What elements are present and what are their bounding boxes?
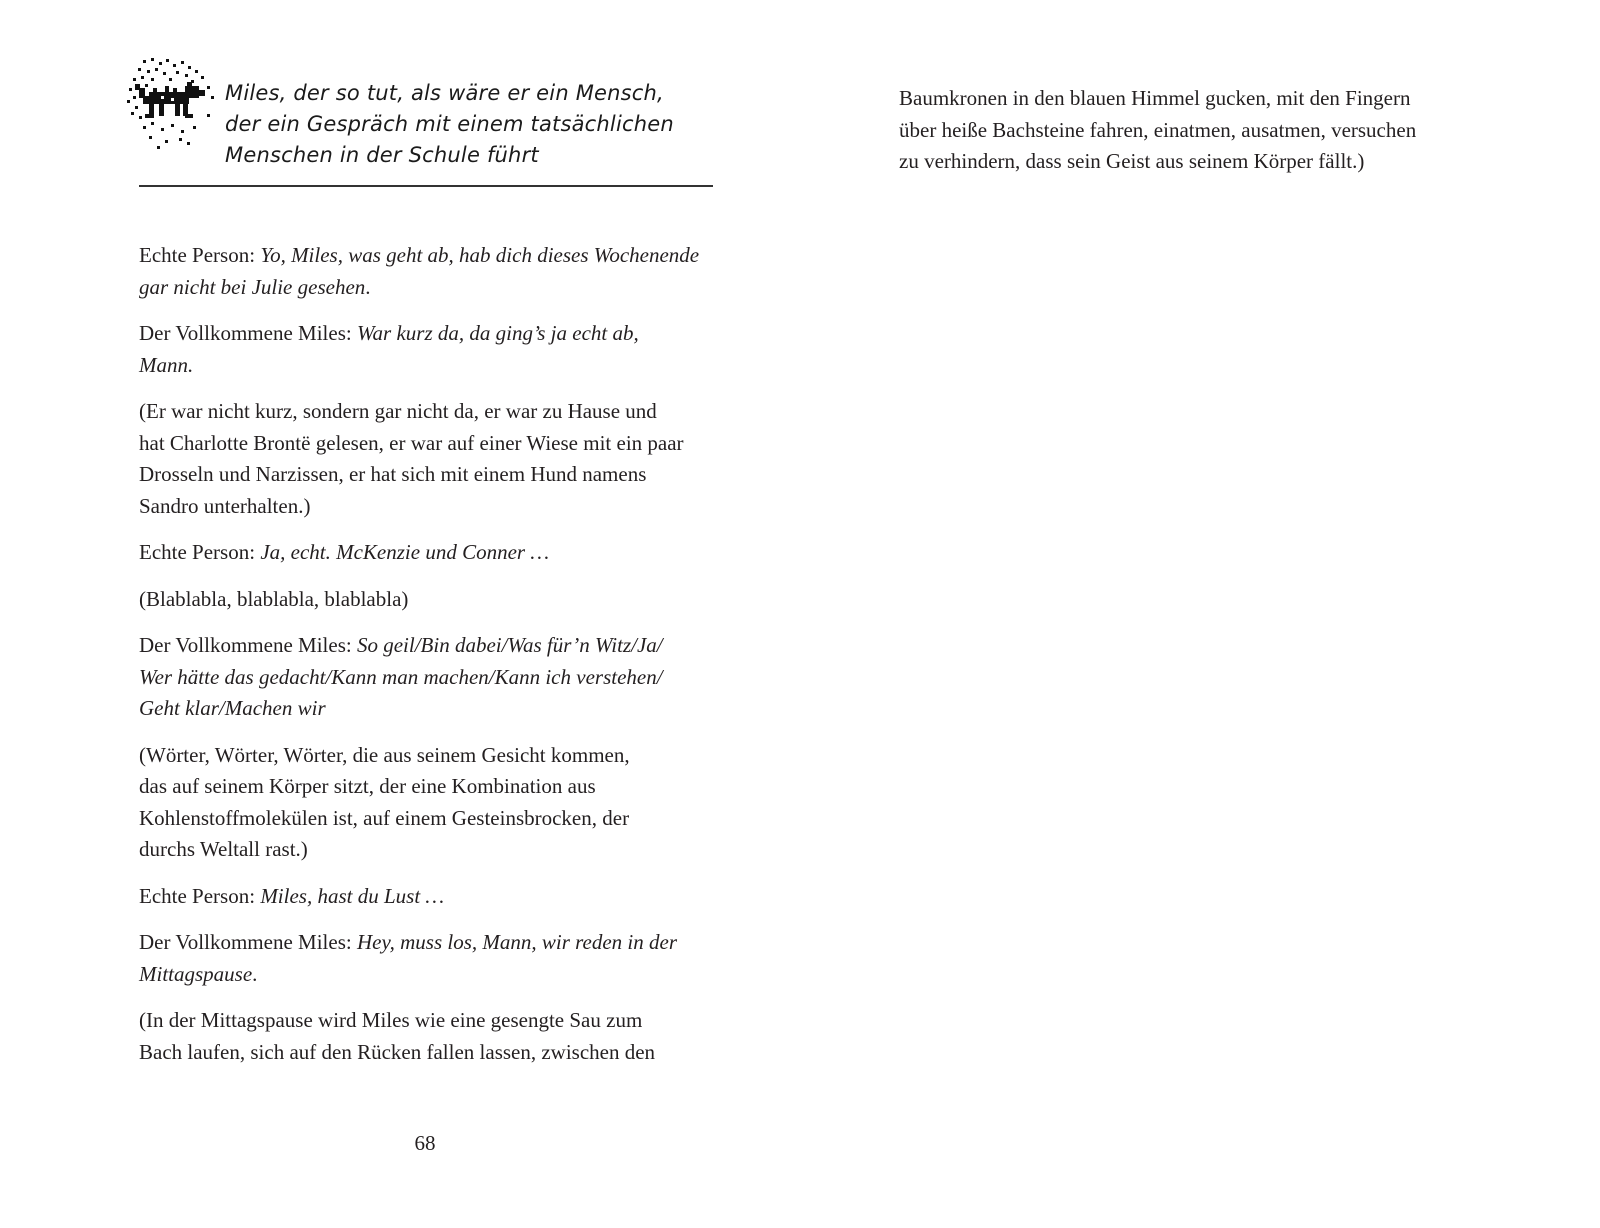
dialogue-paragraph: [139, 630, 719, 725]
dialogue-paragraph: [139, 927, 719, 990]
right-page: [800, 0, 1600, 1228]
narration-line: Baumkronen in den blauen Himmel gucken, mit den Fingern: [899, 86, 1411, 110]
spoken-text: Geht klar/Machen wir: [139, 696, 326, 720]
narration-line: Bach laufen, sich auf den Rücken fallen lassen, zwischen den: [139, 1039, 656, 1064]
header-line: Miles, der so tut, als wäre er ein Mensch,: [225, 81, 664, 105]
header-divider: [139, 185, 713, 187]
dialogue-body: [139, 240, 719, 1083]
spoken-text: Hey, muss los, Mann, wir reden in der: [356, 930, 678, 954]
spoken-text: Miles, hast du Lust …: [260, 883, 445, 908]
narration-line: (Blablabla, blablabla, blablabla): [139, 586, 409, 611]
chapter-header: [139, 56, 713, 188]
speaker-label: Echte Person:: [139, 883, 261, 908]
narration-line: Drosseln und Narzissen, er hat sich mit einem Hund namens: [139, 462, 647, 486]
narration-paragraph: [139, 584, 719, 616]
punctuation: .: [365, 274, 371, 299]
narration-paragraph: [139, 1005, 719, 1068]
chapter-header-text: [225, 78, 725, 171]
narration-line: Sandro unterhalten.): [139, 493, 311, 518]
narration-line: Kohlenstoffmolekülen ist, auf einem Gesteinsbrocken, der: [139, 805, 630, 830]
narration-line: (In der Mittagspause wird Miles wie eine gesengte Sau zum: [139, 1008, 643, 1032]
dialogue-paragraph: [139, 537, 719, 569]
narration-line: hat Charlotte Brontë gelesen, er war auf einer Wiese mit ein paar: [139, 430, 684, 455]
narration-line: über heiße Bachsteine fahren, einatmen, ausatmen, versuchen: [899, 117, 1417, 142]
speaker-label: Echte Person:: [139, 243, 261, 267]
header-line: Menschen in der Schule führt: [225, 143, 539, 167]
spoken-text: Ja, echt. McKenzie und Conner …: [260, 540, 550, 564]
dialogue-paragraph: [139, 318, 719, 381]
speaker-label: Der Vollkommene Miles:: [139, 633, 357, 657]
spoken-text: gar nicht bei Julie gesehen: [139, 274, 366, 299]
header-line: der ein Gespräch mit einem tatsächlichen: [225, 112, 674, 136]
spoken-text: War kurz da, da ging’s ja echt ab,: [356, 321, 639, 345]
spoken-text: Mann.: [139, 352, 194, 377]
narration-line: zu verhindern, dass sein Geist aus seinem Körper fällt.): [899, 149, 1365, 173]
page-number: 68: [414, 1131, 436, 1155]
dialogue-paragraph: [139, 240, 719, 303]
speaker-label: Echte Person:: [139, 540, 261, 564]
pixelated-dog-icon: [121, 56, 221, 152]
continued-narration: [899, 83, 1499, 178]
spoken-text: Yo, Miles, was geht ab, hab dich dieses Wochenende: [260, 243, 700, 267]
narration-line: das auf seinem Körper sitzt, der eine Kombination aus: [139, 774, 596, 798]
narration-line: (Er war nicht kurz, sondern gar nicht da, er war zu Hause und: [139, 399, 657, 423]
narration-paragraph: [139, 740, 719, 866]
narration-paragraph: [139, 396, 719, 522]
spoken-text: So geil/Bin dabei/Was für’n Witz/Ja/: [356, 633, 663, 657]
spoken-text: Mittagspause: [139, 961, 253, 986]
narration-line: durchs Weltall rast.): [139, 837, 308, 861]
punctuation: .: [252, 961, 258, 986]
spoken-text: Wer hätte das gedacht/Kann man machen/Kann ich verstehen/: [139, 664, 663, 689]
dialogue-paragraph: [139, 881, 719, 913]
speaker-label: Der Vollkommene Miles:: [139, 321, 357, 345]
narration-line: (Wörter, Wörter, Wörter, die aus seinem Gesicht kommen,: [139, 742, 630, 767]
speaker-label: Der Vollkommene Miles:: [139, 930, 357, 954]
